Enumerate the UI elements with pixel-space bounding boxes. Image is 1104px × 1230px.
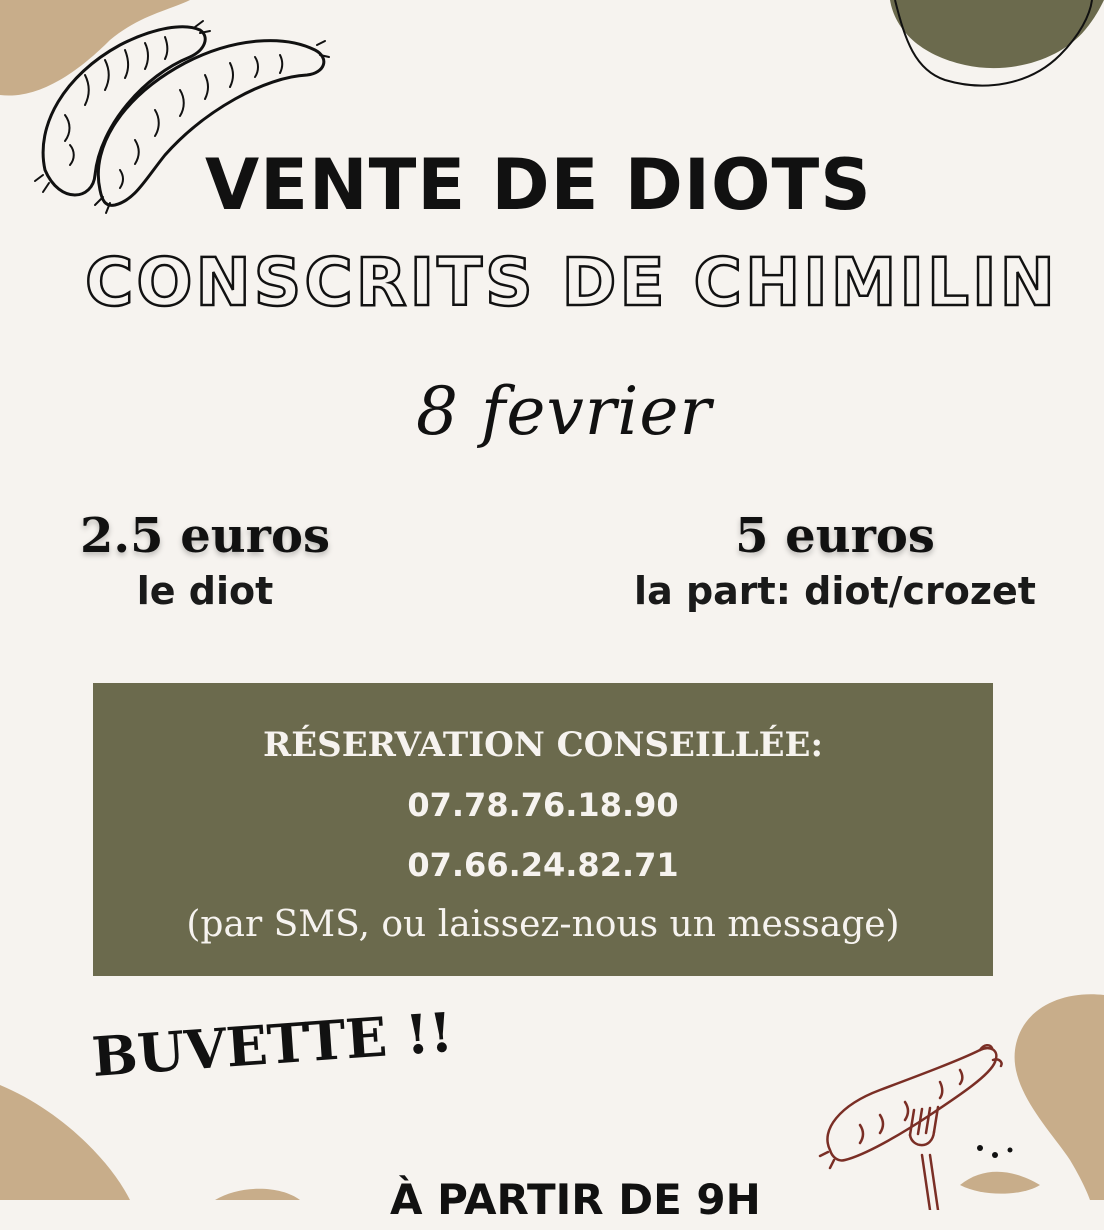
reservation-phone-1: 07.78.76.18.90 — [407, 786, 679, 824]
event-date: 8 fevrier — [415, 373, 712, 450]
price-combo-amount: 5 euros — [735, 508, 935, 564]
tan-blob-bottom-right — [1015, 994, 1104, 1200]
opening-time: À PARTIR DE 9H — [390, 1175, 761, 1224]
tan-blob-bottom-left — [0, 1085, 130, 1200]
price-combo-description: la part: diot/crozet — [634, 569, 1036, 613]
poster-subtitle: CONSCRITS DE CHIMILIN — [85, 244, 1058, 321]
reservation-phone-2: 07.66.24.82.71 — [407, 846, 679, 884]
buvette-label: BUVETTE !! — [89, 999, 455, 1089]
reservation-box — [93, 683, 993, 976]
price-single — [40, 506, 370, 616]
poster-title: VENTE DE DIOTS — [205, 144, 872, 226]
price-combo — [600, 506, 1070, 616]
sausage-on-fork-icon — [810, 1030, 1020, 1210]
reservation-note: (par SMS, ou laissez-nous un message) — [186, 904, 900, 945]
price-single-description: le diot — [136, 569, 274, 613]
price-single-amount: 2.5 euros — [80, 508, 330, 564]
reservation-heading: RÉSERVATION CONSEILLÉE: — [262, 725, 823, 765]
tan-swoosh-bottom-left — [215, 1189, 300, 1200]
olive-blob-top-right — [890, 0, 1104, 68]
